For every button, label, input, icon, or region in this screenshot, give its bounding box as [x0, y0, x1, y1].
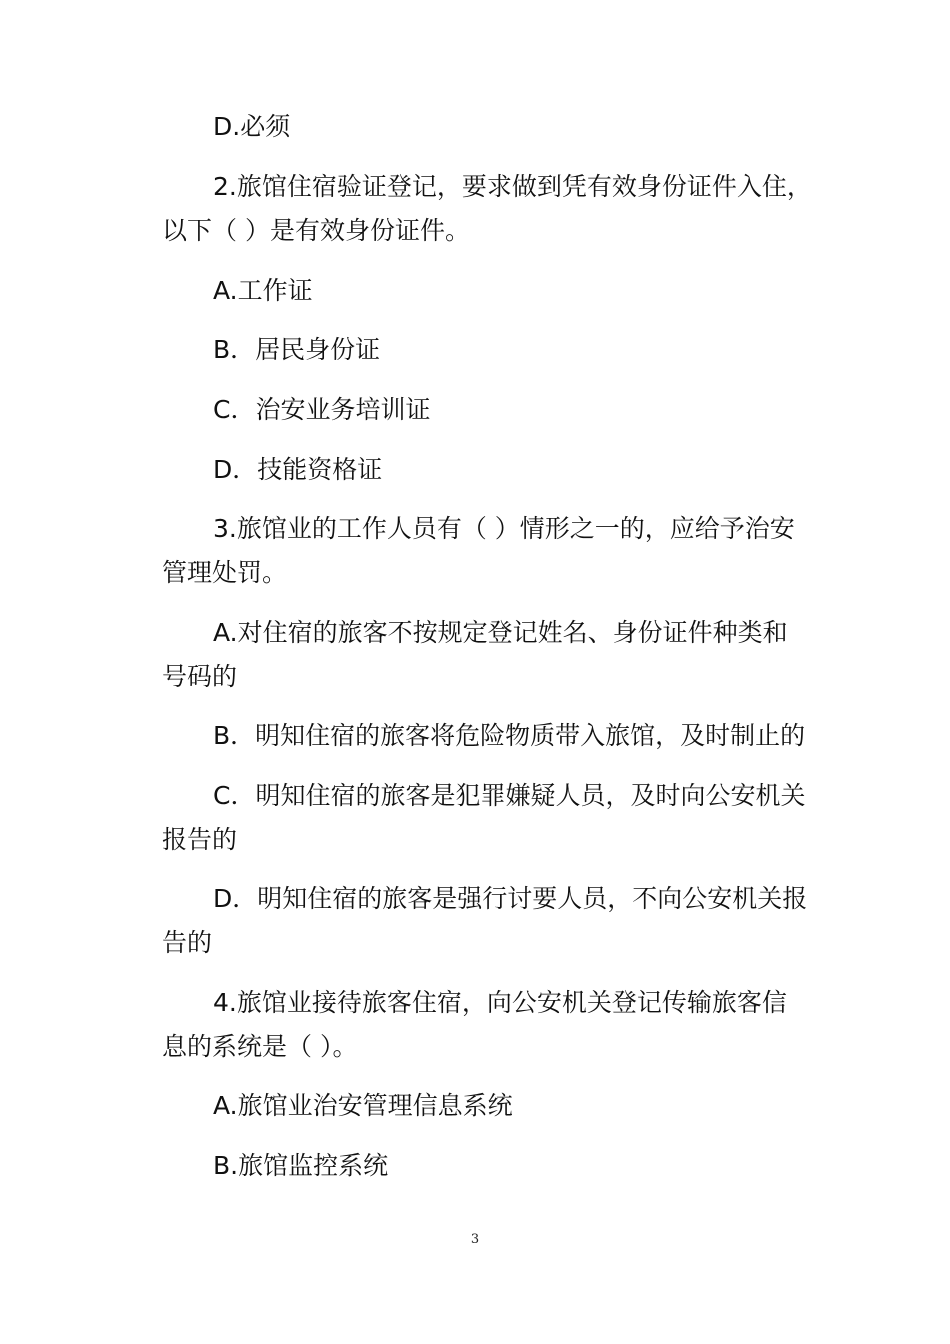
- question-4-line-1: 4.旅馆业接待旅客住宿，向公安机关登记传输旅客信: [213, 988, 787, 1017]
- question-2-line-2: 以下（ ）是有效身份证件。: [162, 216, 470, 245]
- page-number: 3: [470, 1232, 480, 1247]
- question-4-line-2: 息的系统是（ ）。: [162, 1032, 358, 1061]
- answer-option-a-q3-line-2: 号码的: [162, 662, 238, 691]
- answer-option-c-q3-line-2: 报告的: [162, 825, 238, 854]
- answer-option-a-q2: A.工作证: [213, 276, 313, 305]
- answer-option-d-q2: D．技能资格证: [213, 455, 383, 484]
- answer-option-d-q3-line-1: D．明知住宿的旅客是强行讨要人员，不向公安机关报: [213, 884, 808, 913]
- question-2-line-1: 2.旅馆住宿验证登记，要求做到凭有效身份证件入住，: [213, 172, 812, 201]
- answer-option-a-q3-line-1: A.对住宿的旅客不按规定登记姓名、身份证件种类和: [213, 618, 788, 647]
- answer-option-c-q3-line-1: C．明知住宿的旅客是犯罪嫌疑人员，及时向公安机关: [213, 781, 806, 810]
- question-3-line-1: 3.旅馆业的工作人员有（ ）情形之一的，应给予治安: [213, 514, 795, 543]
- answer-option-c-q2: C．治安业务培训证: [213, 395, 431, 424]
- answer-option-b-q3: B．明知住宿的旅客将危险物质带入旅馆，及时制止的: [213, 721, 806, 750]
- answer-option-a-q4: A.旅馆业治安管理信息系统: [213, 1091, 513, 1120]
- answer-option-d-q1: D.必须: [213, 112, 291, 141]
- question-3-line-2: 管理处罚。: [162, 558, 288, 587]
- answer-option-d-q3-line-2: 告的: [162, 928, 213, 957]
- answer-option-b-q2: B．居民身份证: [213, 335, 381, 364]
- answer-option-b-q4: B.旅馆监控系统: [213, 1151, 389, 1180]
